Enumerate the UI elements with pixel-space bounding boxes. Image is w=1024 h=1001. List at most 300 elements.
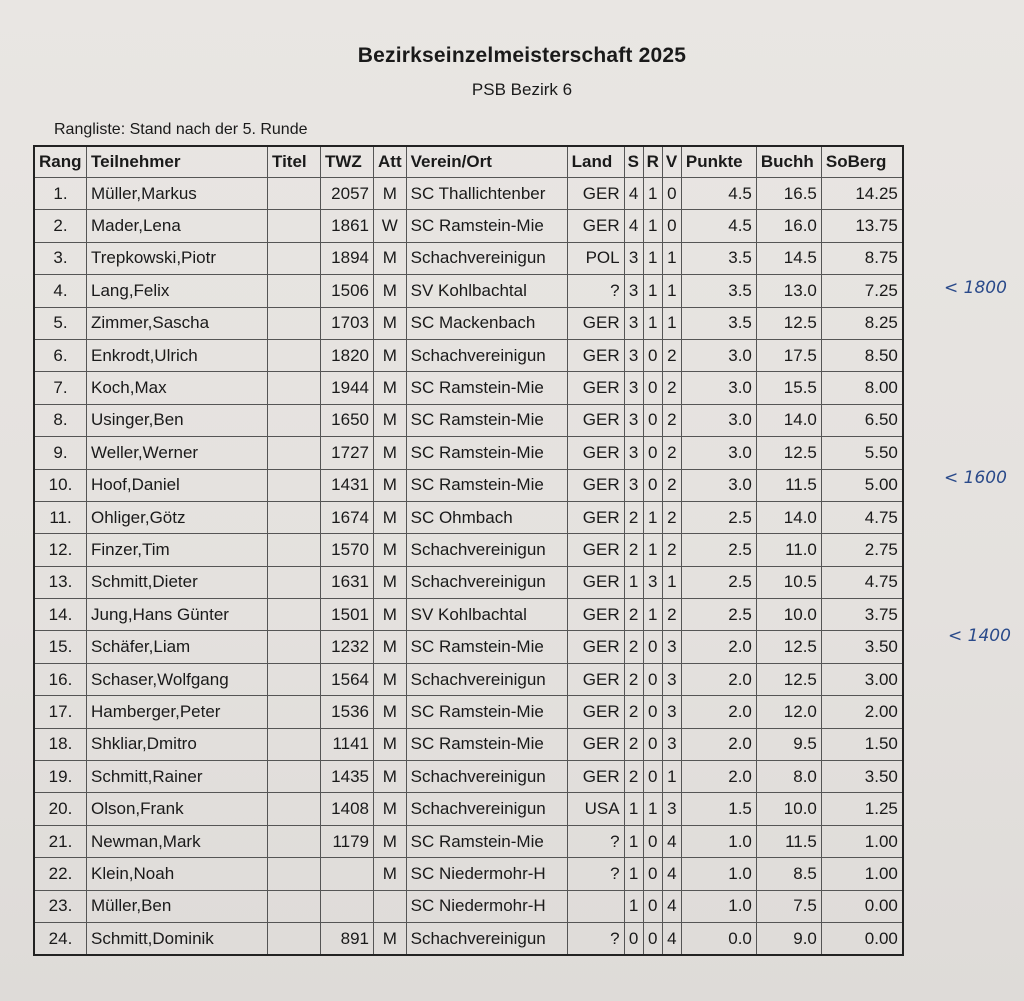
cell-soberg: 1.00 bbox=[821, 858, 903, 890]
cell-titel bbox=[268, 825, 321, 857]
cell-buchh: 11.0 bbox=[756, 534, 821, 566]
cell-teilnehmer: Müller,Ben bbox=[87, 890, 268, 922]
cell-verein: SC Ramstein-Mie bbox=[406, 404, 567, 436]
cell-twz: 1944 bbox=[321, 372, 374, 404]
cell-teilnehmer: Schäfer,Liam bbox=[87, 631, 268, 663]
cell-att: M bbox=[374, 566, 407, 598]
cell-teilnehmer: Weller,Werner bbox=[87, 437, 268, 469]
cell-twz: 1650 bbox=[321, 404, 374, 436]
cell-punkte: 0.0 bbox=[681, 922, 756, 955]
col-header-land: Land bbox=[567, 146, 624, 178]
table-row bbox=[34, 825, 903, 857]
cell-land: GER bbox=[567, 696, 624, 728]
cell-buchh: 9.0 bbox=[756, 922, 821, 955]
cell-teilnehmer: Hoof,Daniel bbox=[87, 469, 268, 501]
cell-buchh: 16.5 bbox=[756, 178, 821, 210]
cell-teilnehmer: Jung,Hans Günter bbox=[87, 599, 268, 631]
cell-rang: 20. bbox=[34, 793, 87, 825]
cell-buchh: 12.5 bbox=[756, 663, 821, 695]
cell-s: 2 bbox=[624, 696, 643, 728]
cell-land: GER bbox=[567, 178, 624, 210]
cell-v: 2 bbox=[662, 339, 681, 371]
cell-r: 0 bbox=[643, 825, 662, 857]
cell-v: 0 bbox=[662, 178, 681, 210]
cell-land: GER bbox=[567, 372, 624, 404]
cell-rang: 24. bbox=[34, 922, 87, 955]
cell-v: 1 bbox=[662, 761, 681, 793]
cell-rang: 1. bbox=[34, 178, 87, 210]
cell-r: 1 bbox=[643, 534, 662, 566]
cell-v: 2 bbox=[662, 599, 681, 631]
cell-punkte: 2.0 bbox=[681, 728, 756, 760]
cell-twz: 1820 bbox=[321, 339, 374, 371]
document-title: Bezirkseinzelmeisterschaft 2025 bbox=[357, 44, 687, 67]
cell-rang: 13. bbox=[34, 566, 87, 598]
cell-twz: 1536 bbox=[321, 696, 374, 728]
cell-punkte: 2.0 bbox=[681, 761, 756, 793]
cell-teilnehmer: Hamberger,Peter bbox=[87, 696, 268, 728]
cell-soberg: 2.00 bbox=[821, 696, 903, 728]
cell-s: 2 bbox=[624, 501, 643, 533]
cell-r: 0 bbox=[643, 890, 662, 922]
cell-teilnehmer: Olson,Frank bbox=[87, 793, 268, 825]
cell-att: M bbox=[374, 372, 407, 404]
cell-buchh: 10.0 bbox=[756, 793, 821, 825]
cell-att: M bbox=[374, 501, 407, 533]
cell-titel bbox=[268, 696, 321, 728]
cell-v: 3 bbox=[662, 793, 681, 825]
cell-v: 2 bbox=[662, 501, 681, 533]
cell-twz: 1861 bbox=[321, 210, 374, 242]
cell-titel bbox=[268, 761, 321, 793]
cell-teilnehmer: Finzer,Tim bbox=[87, 534, 268, 566]
cell-land: GER bbox=[567, 761, 624, 793]
cell-buchh: 13.0 bbox=[756, 275, 821, 307]
cell-r: 0 bbox=[643, 858, 662, 890]
col-header-s: S bbox=[624, 146, 643, 178]
cell-rang: 23. bbox=[34, 890, 87, 922]
cell-teilnehmer: Ohliger,Götz bbox=[87, 501, 268, 533]
cell-v: 2 bbox=[662, 404, 681, 436]
cell-punkte: 3.5 bbox=[681, 275, 756, 307]
ranking-caption: Rangliste: Stand nach der 5. Runde bbox=[54, 121, 308, 138]
cell-punkte: 3.5 bbox=[681, 307, 756, 339]
table-row bbox=[34, 663, 903, 695]
cell-att: M bbox=[374, 437, 407, 469]
cell-teilnehmer: Schmitt,Dieter bbox=[87, 566, 268, 598]
cell-verein: SC Ohmbach bbox=[406, 501, 567, 533]
cell-rang: 22. bbox=[34, 858, 87, 890]
cell-r: 0 bbox=[643, 469, 662, 501]
cell-att: M bbox=[374, 696, 407, 728]
cell-soberg: 8.25 bbox=[821, 307, 903, 339]
cell-punkte: 2.5 bbox=[681, 566, 756, 598]
cell-land: GER bbox=[567, 631, 624, 663]
cell-titel bbox=[268, 307, 321, 339]
cell-teilnehmer: Enkrodt,Ulrich bbox=[87, 339, 268, 371]
cell-rang: 15. bbox=[34, 631, 87, 663]
cell-punkte: 3.5 bbox=[681, 242, 756, 274]
cell-verein: SC Mackenbach bbox=[406, 307, 567, 339]
cell-teilnehmer: Shkliar,Dmitro bbox=[87, 728, 268, 760]
cell-v: 3 bbox=[662, 728, 681, 760]
cell-twz: 1570 bbox=[321, 534, 374, 566]
cell-soberg: 3.50 bbox=[821, 761, 903, 793]
cell-punkte: 3.0 bbox=[681, 469, 756, 501]
cell-buchh: 14.0 bbox=[756, 404, 821, 436]
cell-rang: 12. bbox=[34, 534, 87, 566]
table-header-row bbox=[34, 146, 903, 178]
cell-r: 0 bbox=[643, 696, 662, 728]
cell-land: GER bbox=[567, 339, 624, 371]
cell-soberg: 8.00 bbox=[821, 372, 903, 404]
cell-buchh: 9.5 bbox=[756, 728, 821, 760]
cell-land: ? bbox=[567, 275, 624, 307]
cell-verein: SC Ramstein-Mie bbox=[406, 437, 567, 469]
cell-rang: 11. bbox=[34, 501, 87, 533]
cell-rang: 10. bbox=[34, 469, 87, 501]
cell-r: 0 bbox=[643, 922, 662, 955]
cell-r: 0 bbox=[643, 761, 662, 793]
cell-rang: 5. bbox=[34, 307, 87, 339]
cell-r: 1 bbox=[643, 793, 662, 825]
cell-r: 0 bbox=[643, 372, 662, 404]
cell-att: M bbox=[374, 825, 407, 857]
table-row bbox=[34, 696, 903, 728]
cell-v: 4 bbox=[662, 825, 681, 857]
cell-land: GER bbox=[567, 728, 624, 760]
cell-buchh: 11.5 bbox=[756, 469, 821, 501]
cell-teilnehmer: Schmitt,Rainer bbox=[87, 761, 268, 793]
cell-soberg: 5.00 bbox=[821, 469, 903, 501]
cell-v: 0 bbox=[662, 210, 681, 242]
cell-punkte: 2.0 bbox=[681, 631, 756, 663]
cell-titel bbox=[268, 631, 321, 663]
cell-s: 3 bbox=[624, 307, 643, 339]
cell-s: 3 bbox=[624, 339, 643, 371]
cell-verein: SC Ramstein-Mie bbox=[406, 631, 567, 663]
cell-twz: 1431 bbox=[321, 469, 374, 501]
cell-r: 0 bbox=[643, 663, 662, 695]
cell-verein: SC Niedermohr-H bbox=[406, 890, 567, 922]
cell-v: 1 bbox=[662, 566, 681, 598]
cell-s: 1 bbox=[624, 793, 643, 825]
cell-rang: 21. bbox=[34, 825, 87, 857]
cell-titel bbox=[268, 728, 321, 760]
cell-v: 3 bbox=[662, 631, 681, 663]
col-header-rang: Rang bbox=[34, 146, 87, 178]
cell-buchh: 15.5 bbox=[756, 372, 821, 404]
cell-r: 3 bbox=[643, 566, 662, 598]
cell-buchh: 10.0 bbox=[756, 599, 821, 631]
cell-r: 0 bbox=[643, 404, 662, 436]
cell-twz: 1894 bbox=[321, 242, 374, 274]
cell-titel bbox=[268, 210, 321, 242]
cell-teilnehmer: Koch,Max bbox=[87, 372, 268, 404]
cell-teilnehmer: Schaser,Wolfgang bbox=[87, 663, 268, 695]
cell-s: 4 bbox=[624, 178, 643, 210]
cell-punkte: 3.0 bbox=[681, 372, 756, 404]
cell-land: ? bbox=[567, 922, 624, 955]
cell-twz: 1408 bbox=[321, 793, 374, 825]
cell-rang: 14. bbox=[34, 599, 87, 631]
cell-rang: 3. bbox=[34, 242, 87, 274]
cell-rang: 17. bbox=[34, 696, 87, 728]
cell-v: 2 bbox=[662, 372, 681, 404]
cell-soberg: 8.75 bbox=[821, 242, 903, 274]
cell-punkte: 1.0 bbox=[681, 858, 756, 890]
cell-v: 2 bbox=[662, 534, 681, 566]
table-row bbox=[34, 404, 903, 436]
cell-titel bbox=[268, 469, 321, 501]
cell-v: 4 bbox=[662, 858, 681, 890]
cell-punkte: 1.0 bbox=[681, 890, 756, 922]
cell-land: GER bbox=[567, 663, 624, 695]
table-row bbox=[34, 307, 903, 339]
cell-teilnehmer: Trepkowski,Piotr bbox=[87, 242, 268, 274]
cell-land: GER bbox=[567, 599, 624, 631]
cell-s: 4 bbox=[624, 210, 643, 242]
cell-att: M bbox=[374, 534, 407, 566]
cell-buchh: 12.5 bbox=[756, 437, 821, 469]
table-row bbox=[34, 437, 903, 469]
cell-punkte: 3.0 bbox=[681, 404, 756, 436]
cell-verein: Schachvereinigun bbox=[406, 566, 567, 598]
cell-soberg: 3.00 bbox=[821, 663, 903, 695]
cell-verein: Schachvereinigun bbox=[406, 339, 567, 371]
cell-v: 4 bbox=[662, 890, 681, 922]
cell-att: W bbox=[374, 210, 407, 242]
ranking-table bbox=[33, 145, 904, 956]
cell-v: 4 bbox=[662, 922, 681, 955]
table-row bbox=[34, 631, 903, 663]
document-subtitle: PSB Bezirk 6 bbox=[471, 80, 573, 99]
table-row bbox=[34, 534, 903, 566]
cell-buchh: 8.5 bbox=[756, 858, 821, 890]
cell-att: M bbox=[374, 339, 407, 371]
cell-buchh: 14.5 bbox=[756, 242, 821, 274]
cell-s: 2 bbox=[624, 599, 643, 631]
cell-twz: 1232 bbox=[321, 631, 374, 663]
col-header-r: R bbox=[643, 146, 662, 178]
cell-att: M bbox=[374, 761, 407, 793]
cell-twz: 891 bbox=[321, 922, 374, 955]
cell-buchh: 12.5 bbox=[756, 631, 821, 663]
cell-titel bbox=[268, 339, 321, 371]
table-row bbox=[34, 793, 903, 825]
cell-r: 1 bbox=[643, 210, 662, 242]
table-row bbox=[34, 242, 903, 274]
cell-verein: SC Ramstein-Mie bbox=[406, 372, 567, 404]
cell-land: GER bbox=[567, 307, 624, 339]
cell-land: USA bbox=[567, 793, 624, 825]
cell-titel bbox=[268, 437, 321, 469]
cell-punkte: 2.5 bbox=[681, 534, 756, 566]
cell-soberg: 1.25 bbox=[821, 793, 903, 825]
cell-rang: 6. bbox=[34, 339, 87, 371]
cell-r: 1 bbox=[643, 501, 662, 533]
cell-s: 1 bbox=[624, 890, 643, 922]
cell-verein: SC Ramstein-Mie bbox=[406, 210, 567, 242]
table-row bbox=[34, 210, 903, 242]
cell-titel bbox=[268, 534, 321, 566]
cell-v: 3 bbox=[662, 696, 681, 728]
table-row bbox=[34, 275, 903, 307]
cell-att: M bbox=[374, 663, 407, 695]
cell-rang: 7. bbox=[34, 372, 87, 404]
cell-titel bbox=[268, 275, 321, 307]
cell-verein: Schachvereinigun bbox=[406, 922, 567, 955]
cell-land: GER bbox=[567, 404, 624, 436]
cell-s: 3 bbox=[624, 275, 643, 307]
table-row bbox=[34, 339, 903, 371]
handwritten-note-1600: < 1600 bbox=[944, 468, 1007, 488]
col-header-soberg: SoBerg bbox=[821, 146, 903, 178]
col-header-teilnehmer: Teilnehmer bbox=[87, 146, 268, 178]
cell-verein: SV Kohlbachtal bbox=[406, 275, 567, 307]
cell-verein: Schachvereinigun bbox=[406, 793, 567, 825]
cell-rang: 9. bbox=[34, 437, 87, 469]
cell-rang: 16. bbox=[34, 663, 87, 695]
cell-verein: Schachvereinigun bbox=[406, 663, 567, 695]
cell-r: 0 bbox=[643, 728, 662, 760]
table-row bbox=[34, 566, 903, 598]
cell-twz: 2057 bbox=[321, 178, 374, 210]
cell-titel bbox=[268, 890, 321, 922]
cell-soberg: 5.50 bbox=[821, 437, 903, 469]
cell-att: M bbox=[374, 858, 407, 890]
cell-teilnehmer: Lang,Felix bbox=[87, 275, 268, 307]
cell-r: 1 bbox=[643, 178, 662, 210]
cell-teilnehmer: Zimmer,Sascha bbox=[87, 307, 268, 339]
cell-s: 2 bbox=[624, 534, 643, 566]
cell-punkte: 1.0 bbox=[681, 825, 756, 857]
table-row bbox=[34, 372, 903, 404]
table-row bbox=[34, 178, 903, 210]
cell-v: 2 bbox=[662, 437, 681, 469]
cell-titel bbox=[268, 858, 321, 890]
cell-r: 0 bbox=[643, 631, 662, 663]
cell-rang: 4. bbox=[34, 275, 87, 307]
col-header-punkte: Punkte bbox=[681, 146, 756, 178]
cell-s: 3 bbox=[624, 242, 643, 274]
cell-titel bbox=[268, 372, 321, 404]
cell-soberg: 2.75 bbox=[821, 534, 903, 566]
cell-twz bbox=[321, 858, 374, 890]
cell-punkte: 2.0 bbox=[681, 696, 756, 728]
cell-rang: 18. bbox=[34, 728, 87, 760]
cell-s: 1 bbox=[624, 825, 643, 857]
cell-att: M bbox=[374, 275, 407, 307]
cell-titel bbox=[268, 663, 321, 695]
cell-punkte: 4.5 bbox=[681, 178, 756, 210]
cell-s: 2 bbox=[624, 728, 643, 760]
cell-twz: 1631 bbox=[321, 566, 374, 598]
cell-titel bbox=[268, 501, 321, 533]
cell-teilnehmer: Schmitt,Dominik bbox=[87, 922, 268, 955]
cell-teilnehmer: Newman,Mark bbox=[87, 825, 268, 857]
cell-punkte: 4.5 bbox=[681, 210, 756, 242]
cell-buchh: 10.5 bbox=[756, 566, 821, 598]
cell-punkte: 1.5 bbox=[681, 793, 756, 825]
cell-land: GER bbox=[567, 210, 624, 242]
cell-twz: 1703 bbox=[321, 307, 374, 339]
cell-verein: SC Ramstein-Mie bbox=[406, 825, 567, 857]
handwritten-note-1800: < 1800 bbox=[944, 278, 1007, 298]
table-row bbox=[34, 858, 903, 890]
cell-verein: SC Ramstein-Mie bbox=[406, 728, 567, 760]
cell-punkte: 2.5 bbox=[681, 501, 756, 533]
cell-soberg: 4.75 bbox=[821, 501, 903, 533]
cell-s: 3 bbox=[624, 437, 643, 469]
cell-att: M bbox=[374, 599, 407, 631]
cell-r: 0 bbox=[643, 339, 662, 371]
cell-verein: Schachvereinigun bbox=[406, 242, 567, 274]
cell-buchh: 11.5 bbox=[756, 825, 821, 857]
cell-teilnehmer: Usinger,Ben bbox=[87, 404, 268, 436]
cell-verein: SC Niedermohr-H bbox=[406, 858, 567, 890]
cell-att: M bbox=[374, 728, 407, 760]
cell-att: M bbox=[374, 242, 407, 274]
table-row bbox=[34, 890, 903, 922]
cell-buchh: 8.0 bbox=[756, 761, 821, 793]
col-header-v: V bbox=[662, 146, 681, 178]
cell-rang: 2. bbox=[34, 210, 87, 242]
col-header-twz: TWZ bbox=[321, 146, 374, 178]
cell-att: M bbox=[374, 631, 407, 663]
cell-buchh: 14.0 bbox=[756, 501, 821, 533]
table-row bbox=[34, 469, 903, 501]
cell-land bbox=[567, 890, 624, 922]
col-header-verein: Verein/Ort bbox=[406, 146, 567, 178]
cell-v: 3 bbox=[662, 663, 681, 695]
cell-punkte: 3.0 bbox=[681, 437, 756, 469]
cell-soberg: 14.25 bbox=[821, 178, 903, 210]
cell-twz: 1501 bbox=[321, 599, 374, 631]
cell-land: POL bbox=[567, 242, 624, 274]
cell-att: M bbox=[374, 307, 407, 339]
cell-s: 1 bbox=[624, 858, 643, 890]
table-row bbox=[34, 599, 903, 631]
cell-twz: 1564 bbox=[321, 663, 374, 695]
cell-land: GER bbox=[567, 437, 624, 469]
cell-att bbox=[374, 890, 407, 922]
cell-teilnehmer: Klein,Noah bbox=[87, 858, 268, 890]
cell-soberg: 8.50 bbox=[821, 339, 903, 371]
cell-titel bbox=[268, 242, 321, 274]
cell-titel bbox=[268, 404, 321, 436]
cell-titel bbox=[268, 566, 321, 598]
cell-r: 1 bbox=[643, 307, 662, 339]
handwritten-note-1400: < 1400 bbox=[948, 626, 1011, 646]
cell-s: 2 bbox=[624, 761, 643, 793]
cell-punkte: 2.0 bbox=[681, 663, 756, 695]
cell-att: M bbox=[374, 404, 407, 436]
cell-land: ? bbox=[567, 825, 624, 857]
cell-r: 1 bbox=[643, 275, 662, 307]
cell-s: 3 bbox=[624, 372, 643, 404]
cell-land: GER bbox=[567, 534, 624, 566]
cell-twz: 1727 bbox=[321, 437, 374, 469]
cell-twz: 1141 bbox=[321, 728, 374, 760]
cell-att: M bbox=[374, 922, 407, 955]
cell-verein: SC Ramstein-Mie bbox=[406, 469, 567, 501]
table-row bbox=[34, 922, 903, 955]
cell-twz bbox=[321, 890, 374, 922]
cell-rang: 8. bbox=[34, 404, 87, 436]
cell-twz: 1179 bbox=[321, 825, 374, 857]
cell-twz: 1435 bbox=[321, 761, 374, 793]
